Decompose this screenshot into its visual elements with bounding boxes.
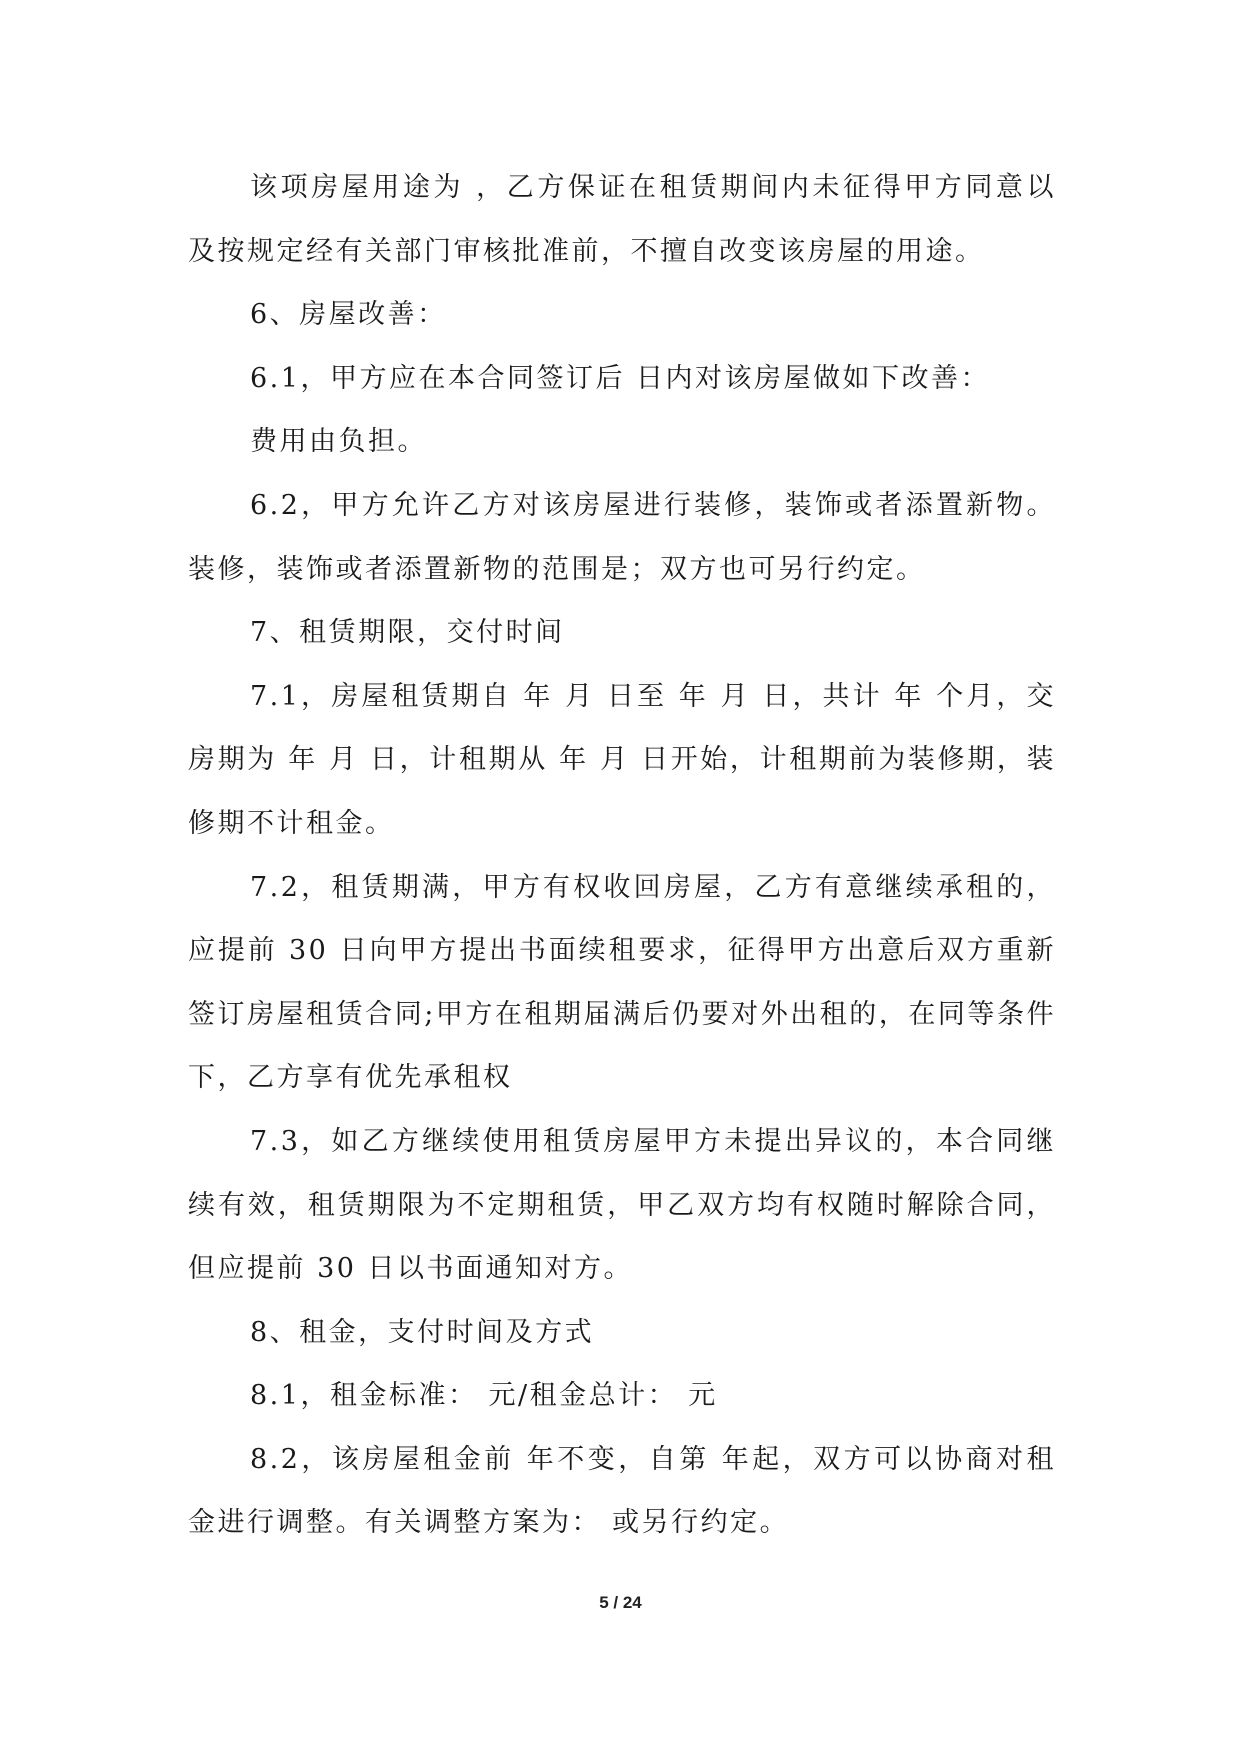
paragraph-8-1: 8.1，租金标准： 元/租金总计： 元 [250, 1380, 718, 1412]
document-body [188, 156, 1056, 1555]
paragraph-7-2: 7.2，租赁期满，甲方有权收回房屋，乙方有意继续承租的，应提前 30 日向甲方提出书面续租要求，征得甲方出意后双方重新签订房屋租赁合同;甲方在租期届满后仍要对外出租的，在同等条件下，乙方享有优先承租权 [188, 871, 1056, 1094]
paragraph-8-2: 8.2，该房屋租金前 年不变，自第 年起，双方可以协商对租金进行调整。有关调整方案为： 或另行约定。 [188, 1443, 1056, 1539]
page-number: 5 / 24 [599, 1593, 642, 1612]
heading-rent-payment: 8、租金，支付时间及方式 [250, 1316, 595, 1348]
paragraph-6-1: 6.1，甲方应在本合同签订后 日内对该房屋做如下改善： [250, 362, 991, 394]
heading-house-improvement: 6、房屋改善： [250, 299, 447, 331]
heading-lease-term: 7、租赁期限，交付时间 [250, 617, 565, 649]
paragraph-6-2: 6.2，甲方允许乙方对该房屋进行装修，装饰或者添置新物。装修，装饰或者添置新物的范围是；双方也可另行约定。 [188, 489, 1056, 585]
paragraph-7-3: 7.3，如乙方继续使用租赁房屋甲方未提出异议的，本合同继续有效，租赁期限为不定期租赁，甲乙双方均有权随时解除合同，但应提前 30 日以书面通知对方。 [188, 1125, 1056, 1285]
paragraph-usage: 该项房屋用途为 ，乙方保证在租赁期间内未征得甲方同意以及按规定经有关部门审核批准前，不擅自改变该房屋的用途。 [188, 172, 1056, 267]
paragraph-7-1: 7.1，房屋租赁期自 年 月 日至 年 月 日，共计 年 个月，交房期为 年 月 日，计租期从 年 月 日开始，计租期前为装修期，装修期不计租金。 [188, 680, 1056, 839]
paragraph-cost-bearer: 费用由负担。 [250, 426, 427, 458]
